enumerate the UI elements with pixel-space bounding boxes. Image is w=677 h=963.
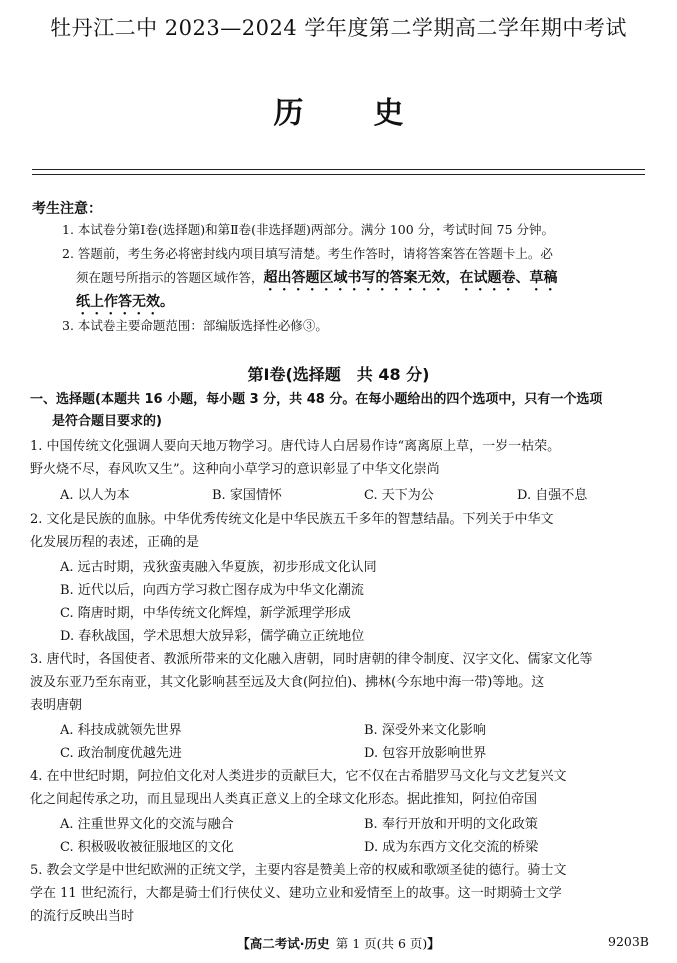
question-5-line-2: 学在 11 世纪流行，大都是骑士们行侠仗义、建功立业和爱情至上的故事。这一时期骑士文学 — [30, 886, 562, 901]
footer-label: 高二考试·历史 — [249, 936, 330, 951]
question-4-line-2: 化之间起传承之功，而且显现出人类真正意义上的全球文化形态。据此推知，阿拉伯帝国 — [30, 792, 538, 807]
question-3-option-b: B. 深受外来文化影响 — [364, 723, 486, 738]
footer-page-info: 第 1 页(共 6 页) — [335, 936, 428, 951]
header-divider-bottom — [32, 174, 645, 175]
question-4-option-a: A. 注重世界文化的交流与融合 — [60, 817, 234, 832]
question-2-option-c: C. 隋唐时期，中华传统文化辉煌，新学派理学形成 — [60, 606, 351, 621]
question-5-line-3: 的流行反映出当时 — [30, 909, 135, 924]
question-1-line-1: 1. 中国传统文化强调人要向天地万物学习。唐代诗人白居易作诗“离离原上草，一岁一枯荣。 — [30, 439, 561, 454]
question-3-option-c: C. 政治制度优越先进 — [60, 746, 182, 761]
question-2-line-2: 化发展历程的表述，正确的是 — [30, 535, 200, 550]
question-1-option-d: D. 自强不息 — [517, 488, 588, 503]
footer-bracket-left: 【 — [237, 936, 250, 951]
subject-title: 历史 — [273, 96, 474, 131]
footer-bracket-right: 】 — [427, 936, 440, 951]
question-1-option-c: C. 天下为公 — [364, 488, 434, 503]
question-4-option-b: B. 奉行开放和开明的文化政策 — [364, 817, 538, 832]
question-2-option-b: B. 近代以后，向西方学习救亡图存成为中华文化潮流 — [60, 583, 364, 598]
section-instruction-line-1: 一、选择题(本题共 16 小题，每小题 3 分，共 48 分。在每小题给出的四个选项中，只有一个选项 — [30, 392, 603, 407]
question-4-option-c: C. 积极吸收被征服地区的文化 — [60, 840, 234, 855]
question-1-option-b: B. 家国情怀 — [212, 488, 282, 503]
question-1-line-2: 野火烧不尽，春风吹又生”。这种向小草学习的意识彰显了中华文化崇尚 — [30, 462, 440, 477]
section-instruction-line-2: 是符合题目要求的) — [52, 414, 162, 429]
exam-code: 9203B — [608, 934, 649, 949]
question-2-option-d: D. 春秋战国，学术思想大放异彩，儒学确立正统地位 — [60, 629, 365, 644]
notice-item-2-emphasis-end: 纸上作答无效。 — [76, 294, 174, 310]
notice-item-2-emphasis: 超出答题区域书写的答案无效，在试题卷、草稿 — [263, 270, 558, 286]
exam-title: 牡丹江二中 2023—2024 学年度第二学期高二学年期中考试 — [50, 16, 627, 40]
question-3-option-a: A. 科技成就领先世界 — [60, 723, 182, 738]
question-4-line-1: 4. 在中世纪时期，阿拉伯文化对人类进步的贡献巨大，它不仅在古希腊罗马文化与文艺复兴文 — [30, 769, 567, 784]
section-title: 第Ⅰ卷(选择题 共 48 分) — [247, 365, 430, 384]
notice-item-2-line-1: 2. 答题前，考生务必将密封线内项目填写清楚。考生作答时，请将答案答在答题卡上。必 — [62, 246, 553, 261]
question-5-line-1: 5. 教会文学是中世纪欧洲的正统文学，主要内容是赞美上帝的权威和歌颂圣徒的德行。骑士文 — [30, 863, 567, 878]
notice-heading: 考生注意： — [32, 201, 102, 217]
question-1-option-a: A. 以人为本 — [60, 488, 130, 503]
notice-item-1: 1. 本试卷分第Ⅰ卷(选择题)和第Ⅱ卷(非选择题)两部分。满分 100 分，考试时间 75 分钟。 — [62, 222, 554, 237]
question-3-line-3: 表明唐朝 — [30, 698, 83, 713]
notice-item-3: 3. 本试卷主要命题范围：部编版选择性必修③。 — [62, 318, 328, 333]
question-2-line-1: 2. 文化是民族的血脉。中华优秀传统文化是中华民族五千多年的智慧结晶。下列关于中华文 — [30, 512, 554, 527]
question-3-line-1: 3. 唐代时，各国使者、教派所带来的文化融入唐朝，同时唐朝的律令制度、汉字文化、儒家文化等 — [30, 652, 593, 667]
question-3-line-2: 波及东亚乃至东南亚，其文化影响甚至远及大食(阿拉伯)、拂林(今东地中海一带)等地。这 — [30, 675, 545, 690]
page-footer — [0, 934, 677, 952]
question-3-option-d: D. 包容开放影响世界 — [364, 746, 487, 761]
question-2-option-a: A. 远古时期，戎狄蛮夷融入华夏族，初步形成文化认同 — [60, 560, 377, 575]
question-4-option-d: D. 成为东西方文化交流的桥梁 — [364, 840, 539, 855]
header-divider-top — [32, 169, 645, 170]
notice-item-2-plain: 须在题号所指示的答题区域作答， — [76, 270, 264, 285]
